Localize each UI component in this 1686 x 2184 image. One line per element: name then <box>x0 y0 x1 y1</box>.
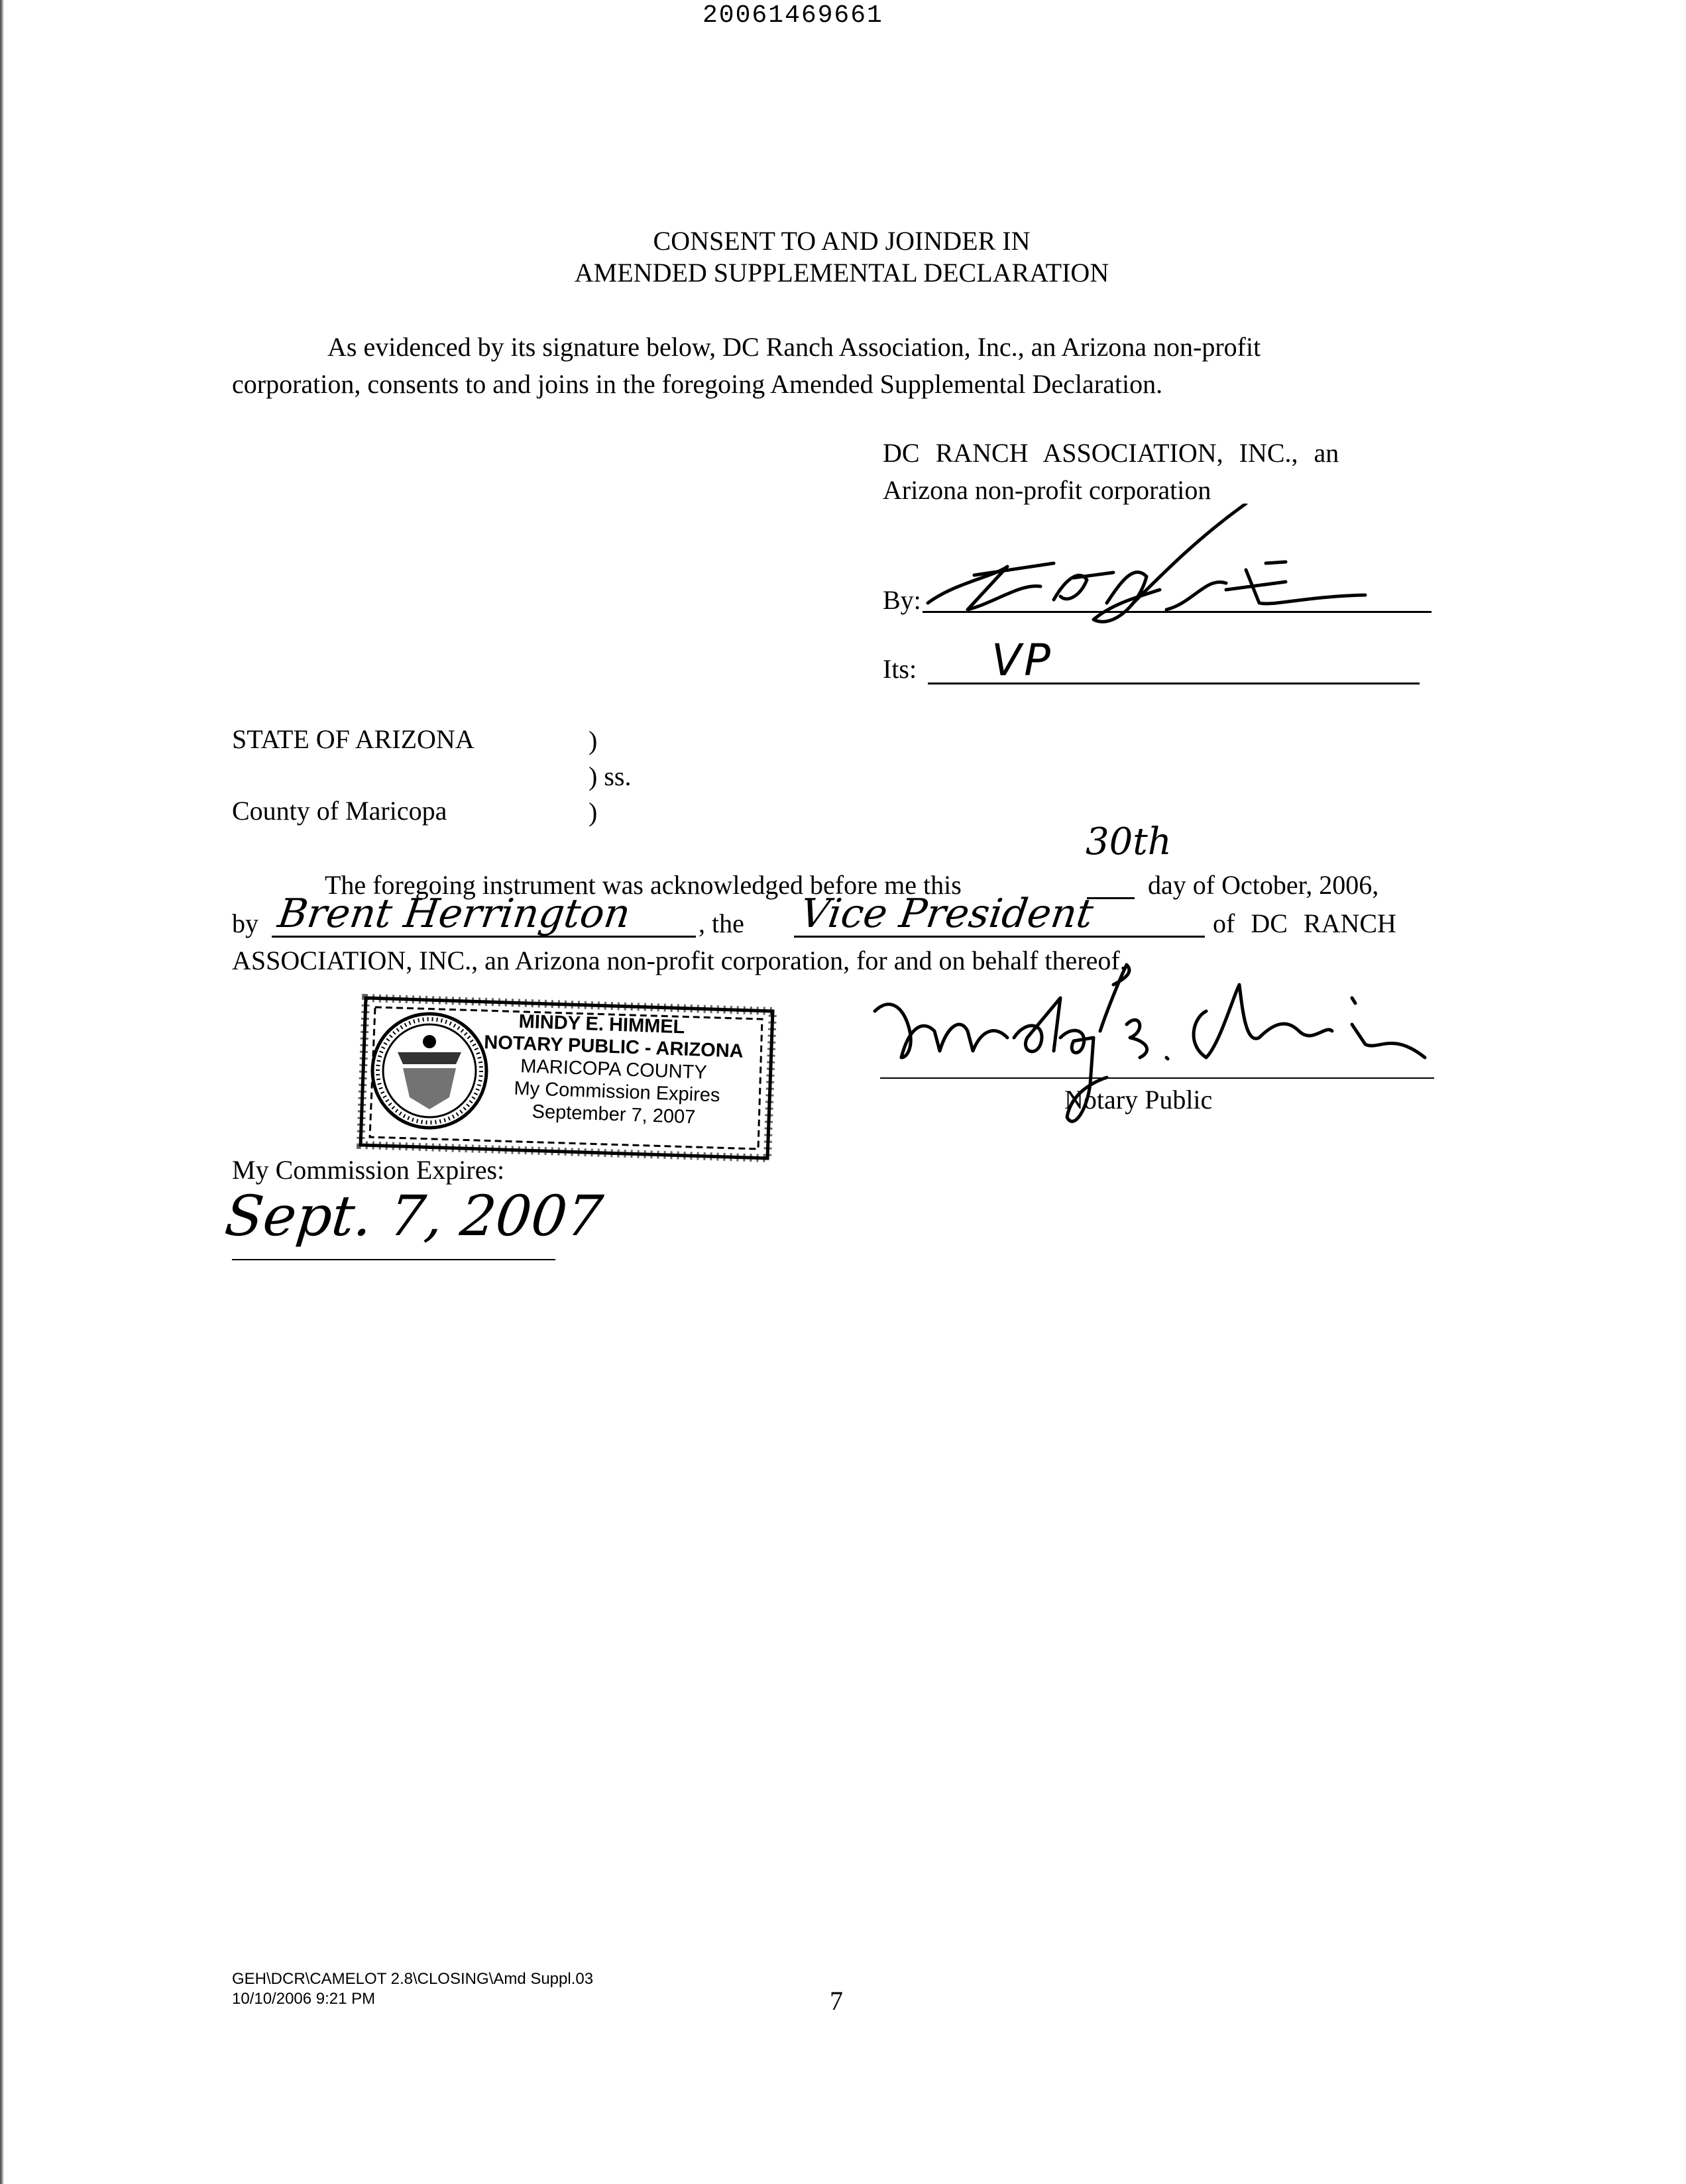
notary-public-label: Notary Public <box>1064 1085 1213 1115</box>
its-title-handwritten: VP <box>991 635 1053 686</box>
stamp-title: NOTARY PUBLIC - ARIZONA <box>483 1032 744 1062</box>
its-label: Its: <box>883 654 917 684</box>
ack-by-label: by <box>232 908 258 938</box>
state-label: STATE OF ARIZONA <box>232 724 475 754</box>
stamp-commission-date: September 7, 2007 <box>532 1101 696 1128</box>
entity-name-line-2: Arizona non-profit corporation <box>883 475 1211 505</box>
stamp-commission-label: My Commission Expires <box>514 1077 720 1107</box>
ack-line-3: ASSOCIATION, INC., an Arizona non-profit corporation, for and on behalf thereof. <box>232 946 1127 975</box>
ack-the-label: , the <box>699 908 744 938</box>
document-title-line-2: AMENDED SUPPLEMENTAL DECLARATION <box>574 258 1109 288</box>
entity-name-line-1 <box>883 435 1439 472</box>
ack-line-1-end: day of October, 2006, <box>1148 870 1379 900</box>
day-handwritten: 30th <box>1086 820 1172 863</box>
footer-timestamp: 10/10/2006 9:21 PM <box>232 1990 376 2008</box>
commission-line <box>232 1259 555 1260</box>
ack-of-label: of DC RANCH <box>1213 908 1396 938</box>
notary-signature-line <box>880 1077 1434 1079</box>
scan-edge <box>0 0 4 2184</box>
commission-label: My Commission Expires: <box>232 1155 505 1185</box>
ack-line-1-start: The foregoing instrument was acknowledged before me this <box>325 870 962 900</box>
by-signature-line <box>923 611 1432 613</box>
notary-signature <box>862 958 1591 1144</box>
intro-paragraph <box>232 329 1439 403</box>
signer-title-handwritten: Vice President <box>797 891 1096 937</box>
intro-line-1: As evidenced by its signature below, DC Ranch Association, Inc., an Arizona non-profit <box>327 332 1261 362</box>
notary-stamp <box>357 991 781 1165</box>
stamp-county: MARICOPA COUNTY <box>520 1056 708 1083</box>
intro-line-2: corporation, consents to and joins in the foregoing Amended Supplemental Declaration. <box>232 369 1163 399</box>
document-title-line-1: CONSENT TO AND JOINDER IN <box>653 226 1031 256</box>
footer-file-path: GEH\DCR\CAMELOT 2.8\CLOSING\Amd Suppl.03 <box>232 1970 594 1988</box>
by-label: By: <box>883 585 921 615</box>
county-label: County of Maricopa <box>232 796 447 826</box>
authorized-signature <box>915 504 1378 643</box>
venue-paren-1: ) <box>589 726 598 755</box>
venue-ss: ) ss. <box>589 761 632 791</box>
signer-name-handwritten: Brent Herrington <box>275 891 634 937</box>
entity-name-text: DC RANCH ASSOCIATION, INC., an <box>883 438 1339 468</box>
stamp-name: MINDY E. HIMMEL <box>518 1010 685 1038</box>
venue-paren-3: ) <box>589 797 598 827</box>
commission-date-handwritten: Sept. 7, 2007 <box>221 1183 606 1248</box>
page-number: 7 <box>830 1986 843 2016</box>
document-number: 20061469661 <box>702 1 883 30</box>
